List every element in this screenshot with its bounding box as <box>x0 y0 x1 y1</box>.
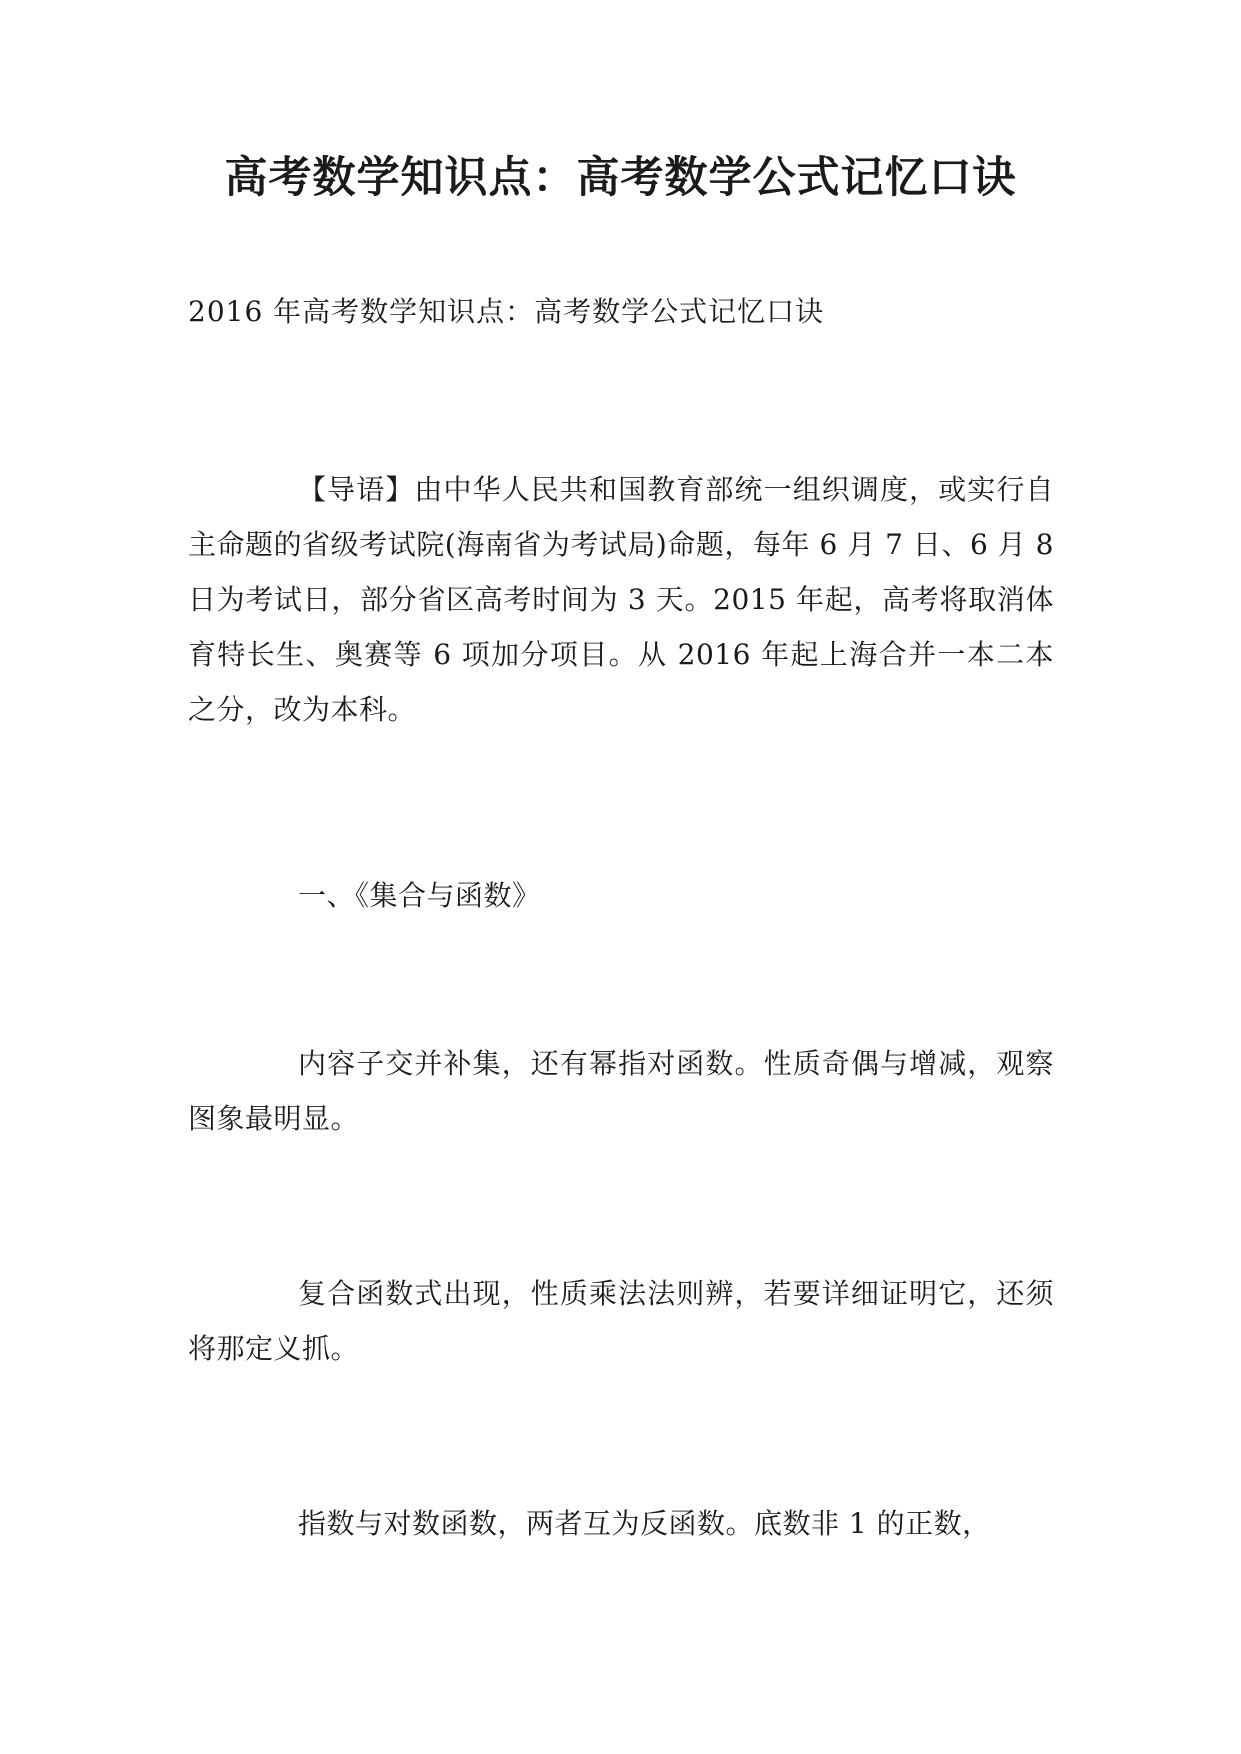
section-heading: 一、《集合与函数》 <box>298 879 541 912</box>
document-title: 高考数学知识点：高考数学公式记忆口诀 <box>224 153 1017 203</box>
body-paragraph: 内容子交并补集，还有幂指对函数。性质奇偶与增减，观察图象最明显。 <box>188 1047 1054 1135</box>
body-paragraph: 指数与对数函数，两者互为反函数。底数非 1 的正数， <box>298 1507 991 1540</box>
body-paragraph: 复合函数式出现，性质乘法法则辨，若要详细证明它，还须将那定义抓。 <box>188 1277 1054 1365</box>
intro-paragraph: 【导语】由中华人民共和国教育部统一组织调度，或实行自主命题的省级考试院(海南省为考试局)命题，每年 6 月 7 日、6 月 8 日为考试日，部分省区高考时间为 3 天。2015 年起，高考将取消体育特长生、奥赛等 6 项加分项目。从 2016 年起上海合并一本二本之分，改为本科。 <box>188 473 1054 726</box>
document-subtitle: 2016 年高考数学知识点：高考数学公式记忆口诀 <box>188 295 825 328</box>
